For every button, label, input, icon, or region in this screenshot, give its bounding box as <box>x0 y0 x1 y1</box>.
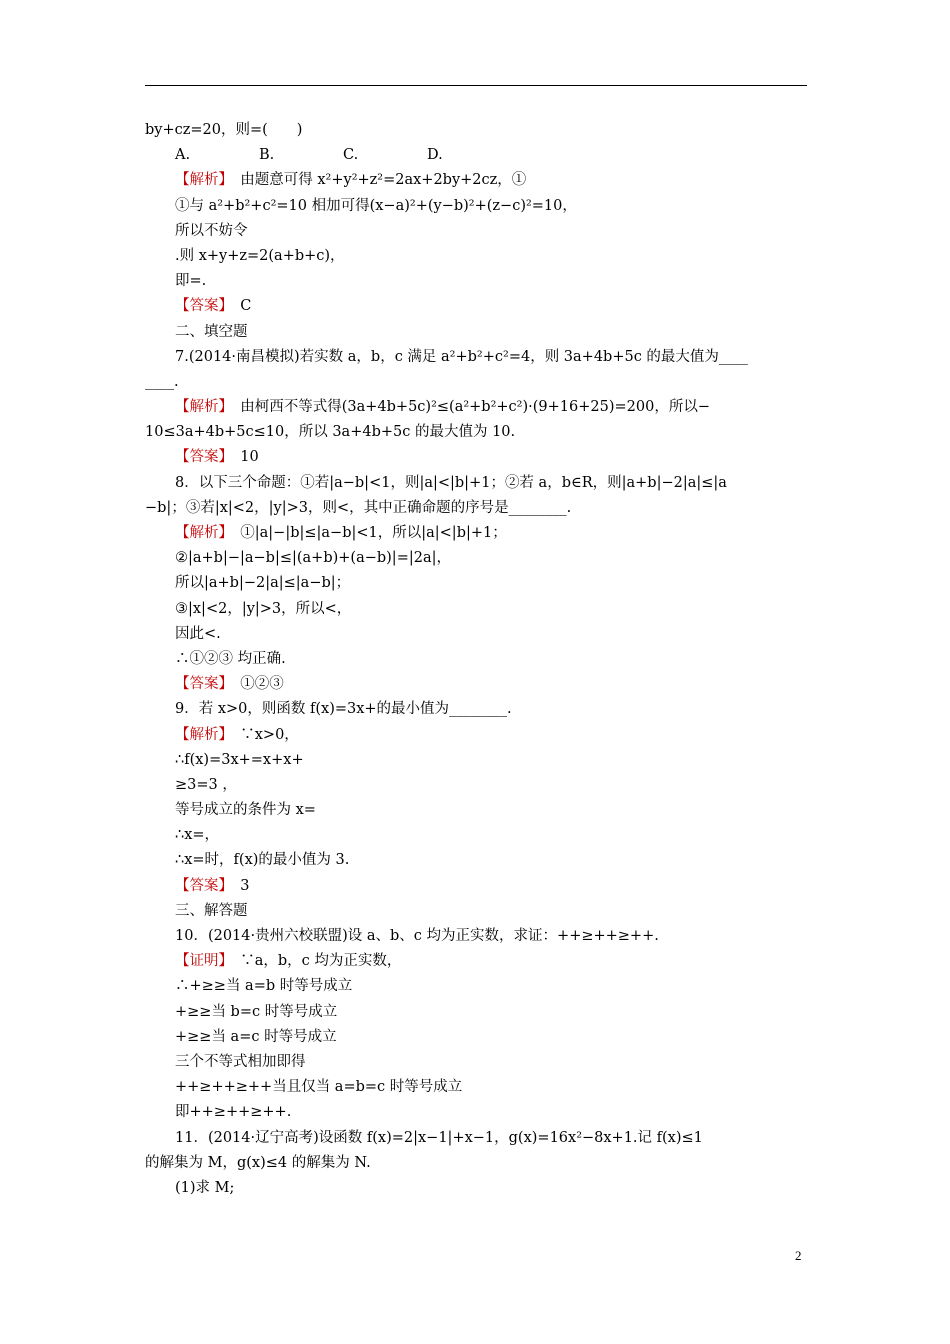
text-line <box>145 748 807 773</box>
analysis-tag: 【解析】 <box>175 525 226 541</box>
text-line <box>145 571 807 596</box>
question-11 <box>145 1126 807 1151</box>
text-line <box>145 848 807 873</box>
answer-line <box>145 874 807 899</box>
text: −b|；③若|x|<2，|y|>3，则<，其中正确命题的序号是________. <box>145 499 572 516</box>
text-line <box>145 496 807 521</box>
text: 二、填空题 <box>175 323 248 340</box>
answer-line <box>145 445 807 470</box>
analysis-line <box>145 723 807 748</box>
text-line <box>145 1100 807 1125</box>
text: 11．(2014·辽宁高考)设函数 f(x)=2|x−1|+x−1，g(x)=16x²−8x+1.记 f(x)≤1 <box>175 1129 703 1146</box>
text: 等号成立的条件为 x= <box>175 802 316 819</box>
text: 即++≥++≥++. <box>175 1104 292 1121</box>
text: 所以不妨令 <box>175 222 248 239</box>
text: 8．以下三个命题：①若|a−b|<1，则|a|<|b|+1；②若 a，b∈R，则|a+b|−2|a|≤|a <box>175 474 727 491</box>
option-d: D. <box>427 147 443 164</box>
section-heading <box>145 320 807 345</box>
header-rule <box>145 85 807 86</box>
text: 即=. <box>175 273 207 290</box>
text: ②|a+b|−|a−b|≤|(a+b)+(a−b)|=|2a|， <box>175 550 451 567</box>
answer-options <box>145 143 807 168</box>
text-line <box>145 420 807 445</box>
proof-line <box>145 949 807 974</box>
text: 三个不等式相加即得 <box>175 1053 306 1070</box>
analysis-tag: 【解析】 <box>175 172 226 189</box>
section-heading <box>145 899 807 924</box>
text: ∴+≥≥当 a=b 时等号成立 <box>175 978 353 995</box>
text-line <box>145 194 807 219</box>
text-line <box>145 1000 807 1025</box>
text-line <box>145 1075 807 1100</box>
text-line <box>145 370 807 395</box>
text: ∴①②③ 均正确. <box>175 650 286 667</box>
text: .则 x+y+z=2(a+b+c)， <box>175 247 345 264</box>
page-number: 2 <box>795 1248 802 1263</box>
page-content <box>145 118 807 1201</box>
answer-tag: 【答案】 <box>175 877 226 894</box>
analysis-line <box>145 395 807 420</box>
question-9 <box>145 697 807 722</box>
text: 7.(2014·南昌模拟)若实数 a，b，c 满足 a²+b²+c²=4，则 3a+4b+5c 的最大值为____ <box>175 348 748 365</box>
text-line <box>145 1025 807 1050</box>
text: ①②③ <box>225 676 284 693</box>
text-line <box>145 546 807 571</box>
answer-tag: 【答案】 <box>175 298 226 315</box>
text: ③|x|<2，|y|>3，所以<， <box>175 600 352 617</box>
text: ++≥++≥++当且仅当 a=b=c 时等号成立 <box>175 1079 463 1096</box>
text: ∴x=时，f(x)的最小值为 3. <box>175 852 350 869</box>
text: 10≤3a+4b+5c≤10，所以 3a+4b+5c 的最大值为 10. <box>145 424 516 441</box>
text: ①与 a²+b²+c²=10 相加可得(x−a)²+(y−b)²+(z−c)²=10， <box>175 197 577 214</box>
analysis-tag: 【解析】 <box>175 726 226 743</box>
question-8 <box>145 471 807 496</box>
text-line <box>145 1176 807 1201</box>
text: ∴x=， <box>175 827 220 844</box>
text: 10．(2014·贵州六校联盟)设 a、b、c 均为正实数，求证：++≥++≥++. <box>175 928 659 944</box>
text-line <box>145 823 807 848</box>
analysis-line <box>145 521 807 546</box>
text-line <box>145 1151 807 1176</box>
text: by+cz=20，则=( ) <box>145 122 303 138</box>
question-7 <box>145 345 807 370</box>
proof-tag: 【证明】 <box>175 953 226 970</box>
text-line <box>145 1050 807 1075</box>
text: 3 <box>225 877 250 894</box>
answer-line <box>145 672 807 697</box>
text: +≥≥当 b=c 时等号成立 <box>175 1003 338 1020</box>
option-a: A. <box>175 147 191 164</box>
text: 由题意可得 x²+y²+z²=2ax+2by+2cz，① <box>225 172 527 189</box>
text: 10 <box>225 449 259 466</box>
text-line <box>145 798 807 823</box>
text: 因此<. <box>175 625 221 642</box>
text-line <box>145 974 807 999</box>
text: (1)求 M; <box>175 1179 235 1196</box>
answer-tag: 【答案】 <box>175 676 226 693</box>
option-c: C. <box>343 147 359 164</box>
text: C <box>225 298 252 315</box>
text-line <box>145 244 807 269</box>
question-10 <box>145 924 807 949</box>
text-line <box>145 773 807 798</box>
option-b: B. <box>259 147 275 164</box>
text: ≥3=3 ， <box>175 776 237 793</box>
text-line <box>145 622 807 647</box>
text: 由柯西不等式得(3a+4b+5c)²≤(a²+b²+c²)·(9+16+25)=200，所以− <box>225 399 710 416</box>
text-line <box>145 219 807 244</box>
text-line <box>145 647 807 672</box>
text: 9．若 x>0，则函数 f(x)=3x+的最小值为________. <box>175 701 512 718</box>
text-line <box>145 597 807 622</box>
text: ∵x>0， <box>225 726 299 743</box>
text: 所以|a+b|−2|a|≤|a−b|； <box>175 575 351 592</box>
text-line <box>145 118 807 143</box>
analysis-tag: 【解析】 <box>175 399 226 416</box>
analysis-line <box>145 168 807 193</box>
text: ____. <box>145 373 179 390</box>
text: +≥≥当 a=c 时等号成立 <box>175 1028 337 1045</box>
text: 三、解答题 <box>175 902 248 919</box>
text: ①|a|−|b|≤|a−b|<1，所以|a|<|b|+1； <box>225 525 507 541</box>
answer-line <box>145 294 807 319</box>
text: ∵a，b，c 均为正实数， <box>225 953 402 970</box>
text: 的解集为 M，g(x)≤4 的解集为 N. <box>145 1154 371 1171</box>
answer-tag: 【答案】 <box>175 449 226 466</box>
text-line <box>145 269 807 294</box>
text: ∴f(x)=3x+=x+x+ <box>175 751 304 768</box>
